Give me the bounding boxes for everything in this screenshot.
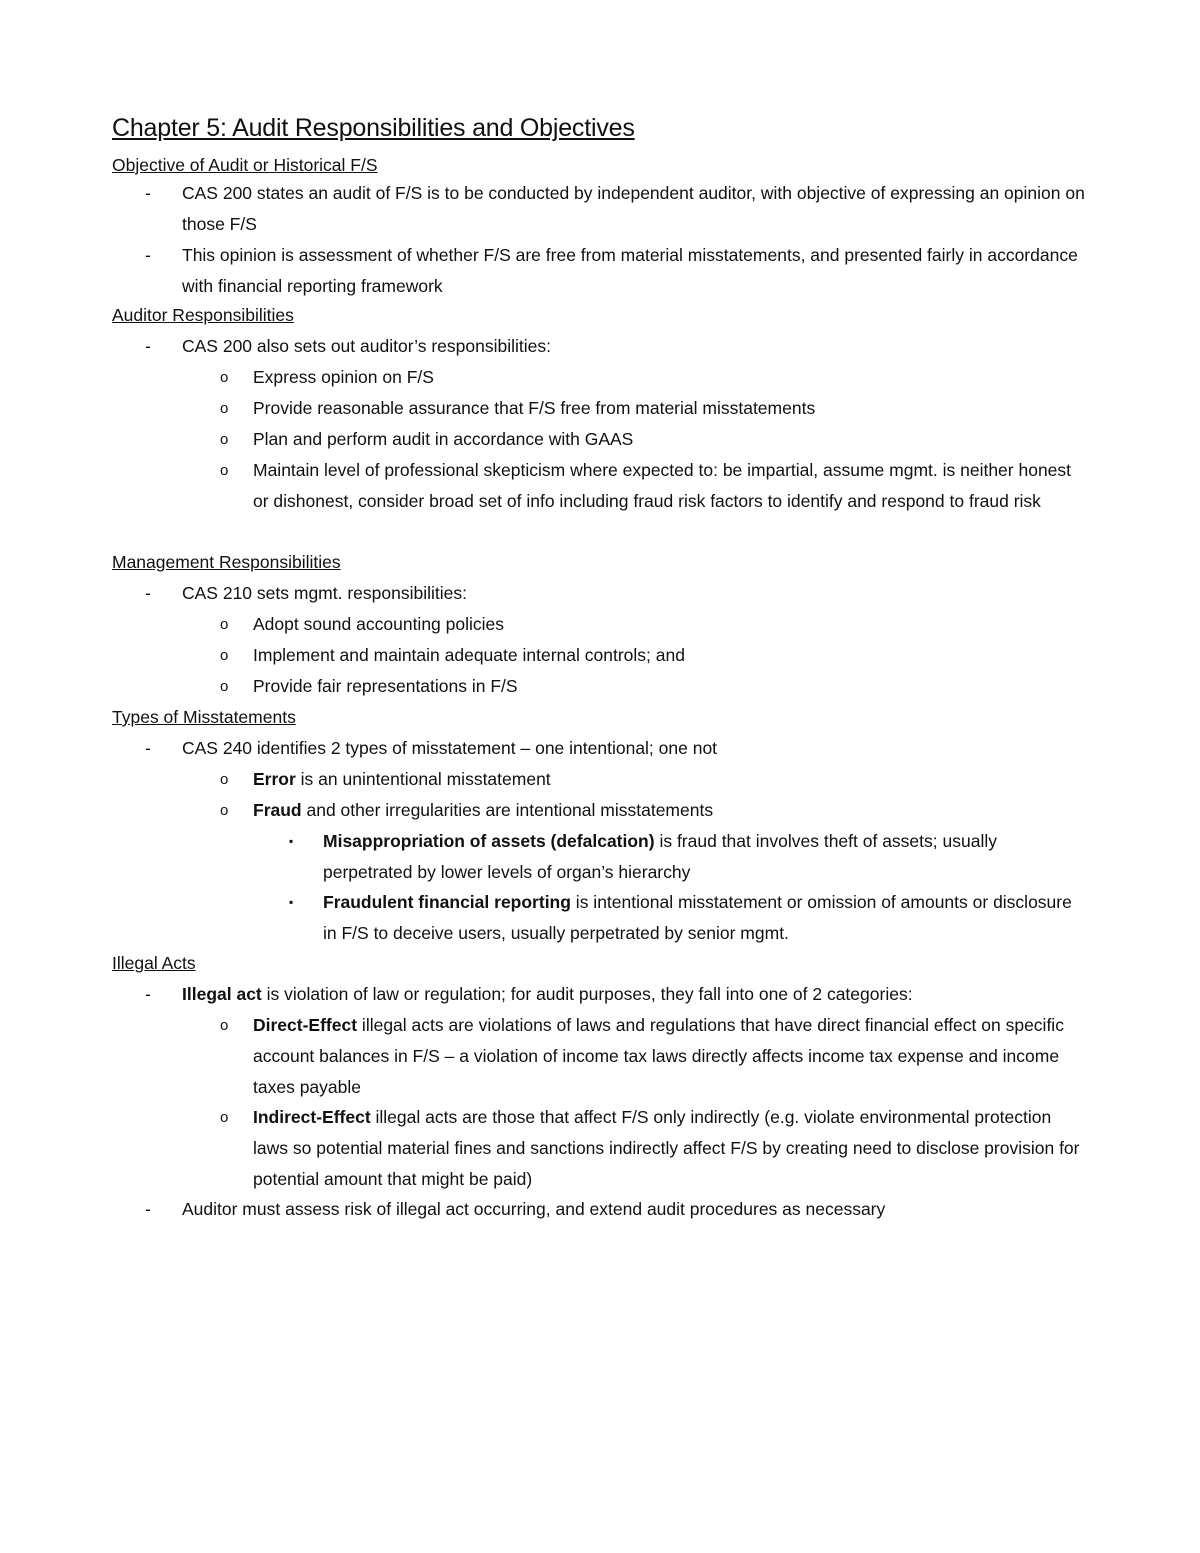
list-item-text: CAS 210 sets mgmt. responsibilities:: [182, 583, 467, 603]
term-indirect-effect: Indirect-Effect: [253, 1107, 371, 1127]
sub-list-item-text: Adopt sound accounting policies: [253, 614, 505, 634]
square-bullet: ▪: [289, 834, 294, 848]
sub-list-item-text: [253, 764, 1088, 795]
sub-list-item: [218, 393, 1088, 424]
sub-list-item-text: Plan and perform audit in accordance with GAAS: [253, 429, 634, 449]
dash-bullet: -: [145, 984, 151, 1004]
list-item-text: Auditor must assess risk of illegal act occurring, and extend audit procedures as necessary: [182, 1199, 886, 1219]
sub-sub-list-item-text: [323, 826, 1087, 888]
list-item: [145, 1194, 1095, 1225]
term-definition: is an unintentional misstatement: [295, 769, 551, 789]
sub-list-item-text: Provide reasonable assurance that F/S free from material misstatements: [253, 398, 816, 418]
list-item: [145, 578, 1095, 609]
sub-list-item: [218, 1102, 1088, 1195]
sub-list-item-text: [253, 1010, 1088, 1103]
circle-bullet: o: [220, 400, 229, 417]
circle-bullet: o: [220, 1017, 229, 1034]
circle-bullet: o: [220, 1109, 229, 1126]
sub-list-item: [218, 795, 1088, 826]
circle-bullet: o: [220, 369, 229, 386]
sub-sub-list-item: [287, 887, 1087, 949]
circle-bullet: o: [220, 678, 229, 695]
sub-list-item-text: Implement and maintain adequate internal controls; and: [253, 645, 685, 665]
list-item: [145, 979, 1095, 1010]
list-item-text: CAS 200 states an audit of F/S is to be conducted by independent auditor, with objective of expressing an opinion on those F/S: [182, 183, 1085, 234]
circle-bullet: o: [220, 771, 229, 788]
list-item-text: This opinion is assessment of whether F/S are free from material misstatements, and presented fairly in accordance with financial reporting framework: [182, 245, 1078, 296]
sub-list-item: [218, 609, 1088, 640]
sub-list-item-text: [253, 795, 1088, 826]
term-definition: illegal acts are violations of laws and regulations that have direct financial effect on specific account balances in F/S – a violation of income tax laws directly affects income tax expense and income taxes payable: [253, 1015, 1064, 1097]
list-item: [145, 240, 1095, 302]
sub-list-item: [218, 764, 1088, 795]
sub-list-item-text: Express opinion on F/S: [253, 367, 434, 387]
dash-bullet: -: [145, 245, 151, 265]
section-heading-auditor: Auditor Responsibilities: [112, 305, 294, 325]
dash-bullet: -: [145, 1199, 151, 1219]
term-direct-effect: Direct-Effect: [253, 1015, 358, 1035]
list-item: [145, 733, 1095, 764]
sub-sub-list-item-text: [323, 887, 1087, 949]
circle-bullet: o: [220, 462, 229, 479]
sub-list-item-text: Provide fair representations in F/S: [253, 676, 518, 696]
dash-bullet: -: [145, 183, 151, 203]
sub-list-item: [218, 640, 1088, 671]
dash-bullet: -: [145, 336, 151, 356]
section-heading-objective: Objective of Audit or Historical F/S: [112, 155, 378, 175]
list-item-text: [182, 979, 1095, 1010]
term-definition: illegal acts are those that affect F/S only indirectly (e.g. violate environmental protection laws so potential material fines and sanctions indirectly affect F/S by creating need to disclose provision for potential amount that might be paid): [253, 1107, 1080, 1189]
sub-list-item: [218, 455, 1088, 517]
list-item: [145, 331, 1095, 362]
term-fraudulent-reporting: Fraudulent financial reporting: [323, 892, 571, 912]
sub-list-item-text: Maintain level of professional skepticism where expected to: be impartial, assume mgmt. is neither honest or dishonest, consider broad set of info including fraud risk factors to identify and respond to fraud risk: [253, 460, 1072, 511]
circle-bullet: o: [220, 431, 229, 448]
list-item-text: CAS 200 also sets out auditor’s responsibilities:: [182, 336, 551, 356]
sub-sub-list-item: [287, 826, 1087, 888]
square-bullet: ▪: [289, 895, 294, 909]
list-item: [145, 178, 1095, 240]
term-error: Error: [253, 769, 296, 789]
list-item-text: CAS 240 identifies 2 types of misstatement – one intentional; one not: [182, 738, 718, 758]
sub-list-item: [218, 362, 1088, 393]
sub-list-item-text: [253, 1102, 1088, 1195]
dash-bullet: -: [145, 738, 151, 758]
circle-bullet: o: [220, 802, 229, 819]
page-title: Chapter 5: Audit Responsibilities and Objectives: [112, 114, 635, 142]
section-heading-management: Management Responsibilities: [112, 552, 341, 572]
dash-bullet: -: [145, 583, 151, 603]
term-definition: is violation of law or regulation; for audit purposes, they fall into one of 2 categories:: [261, 984, 913, 1004]
circle-bullet: o: [220, 647, 229, 664]
term-fraud: Fraud: [253, 800, 302, 820]
term-misappropriation: Misappropriation of assets (defalcation): [323, 831, 655, 851]
section-heading-illegal-acts: Illegal Acts: [112, 953, 196, 973]
circle-bullet: o: [220, 616, 229, 633]
section-heading-misstatements: Types of Misstatements: [112, 707, 296, 727]
sub-list-item: [218, 1010, 1088, 1103]
sub-list-item: [218, 424, 1088, 455]
term-definition: is intentional misstatement or omission of amounts or disclosure in F/S to deceive users, usually perpetrated by senior mgmt.: [323, 892, 1072, 943]
sub-list-item: [218, 671, 1088, 702]
term-definition: and other irregularities are intentional misstatements: [301, 800, 714, 820]
term-definition: is fraud that involves theft of assets; usually perpetrated by lower levels of organ’s hierarchy: [323, 831, 997, 882]
term-illegal-act: Illegal act: [182, 984, 262, 1004]
